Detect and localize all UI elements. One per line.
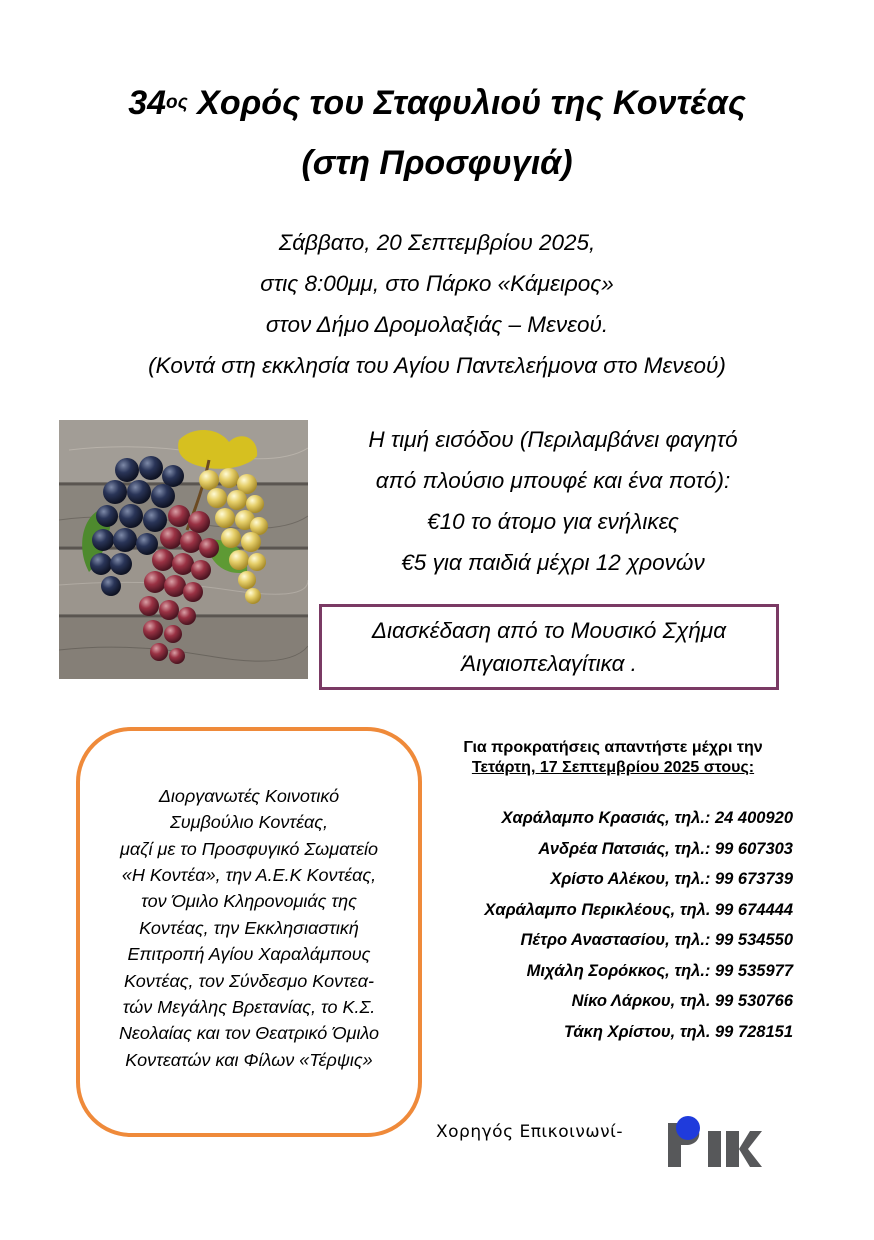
contact-item: Τάκη Χρίστου, τηλ. 99 728151 <box>563 1022 793 1041</box>
media-sponsor-label: Χορηγός Επικοινωνί- <box>436 1122 623 1142</box>
event-municipality: στον Δήμο Δρομολαξιάς – Μενεού. <box>265 312 609 337</box>
edition-number: 34 <box>128 84 167 122</box>
music-line: Διασκέδαση από το Μουσικό Σχήμα <box>371 618 727 643</box>
reservations-deadline: Τετάρτη, 17 Σεπτεμβρίου 2025 στους: <box>471 759 755 776</box>
contact-item: Νίκο Λάρκου, τηλ. 99 530766 <box>571 992 793 1010</box>
event-location-note: (Κοντά στη εκκλησία του Αγίου Παντελεήμονα στο Μενεού) <box>148 353 726 378</box>
price-line: Η τιμή εισόδου (Περιλαμβάνει φαγητό <box>368 427 738 452</box>
organizers-text <box>99 783 399 1073</box>
contact-item: Ανδρέα Πατσιάς, τηλ.: 99 607303 <box>538 839 793 858</box>
organizers-box <box>76 727 422 1137</box>
price-line: από πλούσιο μπουφέ και ένα ποτό): <box>375 468 731 493</box>
music-entertainment-box <box>319 604 779 690</box>
event-time-place: στις 8:00μμ, στο Πάρκο «Κάμειρος» <box>260 271 614 296</box>
reservations-heading <box>420 738 806 778</box>
organizers-line: Συμβούλιο Κοντέας, <box>169 812 329 833</box>
event-subtitle: (στη Προσφυγιά) <box>301 144 573 182</box>
contact-item: Χρίστο Αλέκου, τηλ.: 99 673739 <box>550 870 793 888</box>
title-text: Χορός του Σταφυλιού της Κοντέας <box>187 84 746 122</box>
event-details <box>0 222 874 386</box>
child-price: €5 για παιδιά μέχρι 12 χρονών <box>401 550 705 575</box>
entry-price <box>318 419 788 583</box>
contact-item: Πέτρο Αναστασίου, τηλ.: 99 534550 <box>520 931 793 949</box>
event-title <box>0 84 874 123</box>
contact-item: Χαράλαμπο Κρασιάς, τηλ.: 24 400920 <box>501 809 793 827</box>
organizers-line: Κοντέας, την Εκκλησιαστική <box>139 917 359 938</box>
grapes-photo <box>59 420 308 679</box>
organizers-line: μαζί με το Προσφυγικό Σωματείο <box>120 838 378 859</box>
organizers-line: τον Όμιλο Κληρονομιάς της <box>141 891 357 912</box>
contact-item: Μιχάλη Σορόκκος, τηλ.: 99 535977 <box>526 961 793 980</box>
organizers-line: Νεολαίας και τον Θεατρικό Όμιλο <box>118 1023 380 1044</box>
contact-item: Χαράλαμπο Περικλέους, τηλ. 99 674444 <box>484 900 793 919</box>
rik-logo <box>666 1115 762 1167</box>
reservations-intro: Για προκρατήσεις απαντήστε μέχρι την <box>463 739 763 756</box>
organizers-line: «Η Κοντέα», την Α.Ε.Κ Κοντέας, <box>121 864 377 885</box>
ordinal-suffix: ος <box>166 92 188 113</box>
organizers-line: Κοντεατών και Φίλων «Τέρψις» <box>125 1049 373 1070</box>
organizers-line: τών Μεγάλης Βρετανίας, το Κ.Σ. <box>122 997 376 1018</box>
contacts-list <box>420 803 793 1047</box>
adult-price: €10 το άτομο για ενήλικες <box>427 509 679 534</box>
organizers-line: Διοργανωτές Κοινοτικό <box>158 785 340 806</box>
organizers-line: Κοντέας, τον Σύνδεσμο Κοντεα- <box>124 970 374 991</box>
music-group-name: Άιγαιοπελαγίτικα . <box>461 651 637 676</box>
organizers-line: Επιτροπή Αγίου Χαραλάμπους <box>127 944 371 965</box>
event-date: Σάββατο, 20 Σεπτεμβρίου 2025, <box>278 230 596 255</box>
